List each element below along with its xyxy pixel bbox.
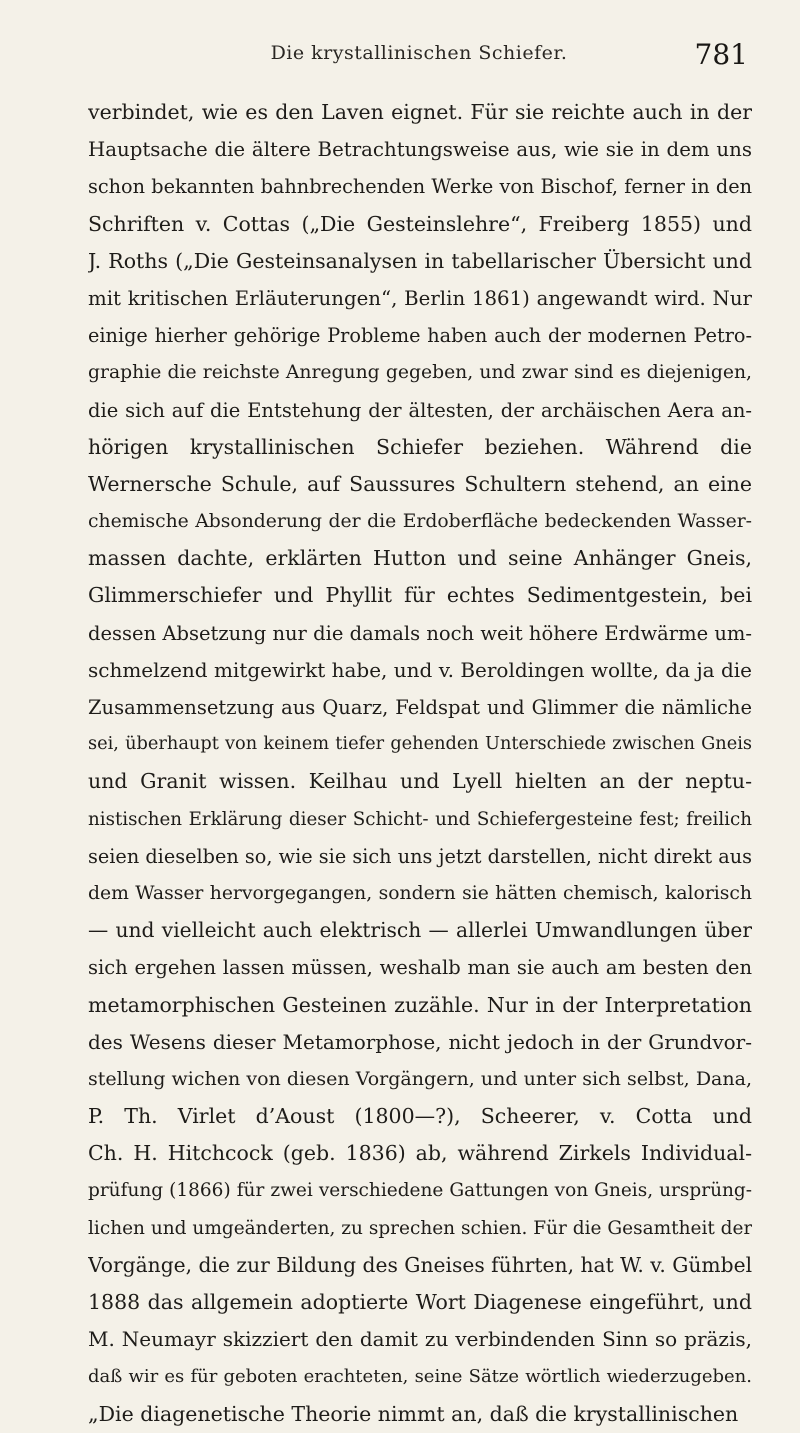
text-line: Glimmerschiefer und Phyllit für echtes Sedimentgestein, bei	[88, 583, 752, 608]
text-line: schon bekannten bahnbrechenden Werke von Bischof, ferner in den	[88, 175, 752, 199]
running-head	[90, 38, 748, 78]
text-line: Hauptsache die ältere Betrachtungsweise aus, wie sie in dem uns	[88, 138, 752, 162]
text-line: metamorphischen Gesteinen zuzähle. Nur in der Interpretation	[88, 992, 752, 1017]
text-line: — und vielleicht auch elektrisch — allerlei Umwandlungen über	[88, 918, 752, 943]
text-line: mit kritischen Erläuterungen“, Berlin 1861) angewandt wird. Nur	[88, 286, 752, 310]
text-line: Wernersche Schule, auf Saussures Schultern stehend, an eine	[88, 471, 752, 496]
running-title: Die krystallinischen Schiefer.	[270, 42, 568, 64]
text-line: hörigen krystallinischen Schiefer beziehen. Während die	[88, 434, 752, 459]
text-line: prüfung (1866) für zwei verschiedene Gattungen von Gneis, ursprüng-	[88, 1180, 752, 1202]
text-line: daß wir es für geboten erachteten, seine Sätze wörtlich wiederzugeben.	[88, 1366, 752, 1388]
text-line: die sich auf die Entstehung der ältesten, der archäischen Aera an-	[88, 398, 752, 422]
text-line: und Granit wissen. Keilhau und Lyell hielten an der neptu-	[88, 769, 752, 794]
text-line: Vorgänge, die zur Bildung des Gneises führten, hat W. v. Gümbel	[88, 1252, 752, 1277]
text-line: sich ergehen lassen müssen, weshalb man sie auch am besten den	[88, 956, 752, 980]
text-line: M. Neumayr skizziert den damit zu verbindenden Sinn so präzis,	[88, 1327, 752, 1352]
text-line: einige hierher gehörige Probleme haben auch der modernen Petro-	[88, 324, 752, 348]
text-line: massen dachte, erklärten Hutton und seine Anhänger Gneis,	[88, 546, 752, 571]
text-line: chemische Absonderung der die Erdoberfläche bedeckenden Wasser-	[88, 511, 752, 533]
text-line: nistischen Erklärung dieser Schicht- und Schiefergesteine fest; freilich	[88, 808, 752, 830]
text-line: sei, überhaupt von keinem tiefer gehenden Unterschiede zwischen Gneis	[88, 734, 752, 755]
text-line: verbindet, wie es den Laven eignet. Für sie reichte auch in der	[88, 100, 752, 124]
text-line: Zusammensetzung aus Quarz, Feldspat und Glimmer die nämliche	[88, 696, 752, 719]
text-line: lichen und umgeänderten, zu sprechen schien. Für die Gesamtheit der	[88, 1217, 752, 1239]
text-line: 1888 das allgemein adoptierte Wort Diagenese eingeführt, und	[88, 1290, 752, 1314]
text-line: „Die diagenetische Theorie nimmt an, daß die krystallinischen	[88, 1401, 739, 1426]
text-line: Schriften v. Cottas („Die Gesteinslehre“, Freiberg 1855) und	[88, 211, 752, 236]
text-line: graphie die reichste Anregung gegeben, und zwar sind es diejenigen,	[88, 362, 752, 384]
body-text	[88, 94, 752, 1433]
text-line: seien dieselben so, wie sie sich uns jetzt darstellen, nicht direkt aus	[88, 844, 752, 868]
page-number: 781	[694, 38, 748, 71]
text-line: J. Roths („Die Gesteinsanalysen in tabellarischer Übersicht und	[88, 248, 752, 273]
text-line: stellung wichen von diesen Vorgängern, und unter sich selbst, Dana,	[88, 1067, 752, 1090]
text-line: dem Wasser hervorgegangen, sondern sie hätten chemisch, kalorisch	[88, 882, 752, 904]
text-line: dessen Absetzung nur die damals noch weit höhere Erdwärme um-	[88, 621, 752, 645]
text-line: des Wesens dieser Metamorphose, nicht jedoch in der Grundvor-	[88, 1029, 752, 1054]
text-line: Ch. H. Hitchcock (geb. 1836) ab, während Zirkels Individual-	[88, 1141, 752, 1166]
text-line: schmelzend mitgewirkt habe, und v. Beroldingen wollte, da ja die	[88, 657, 752, 682]
text-line: P. Th. Virlet d’Aoust (1800—?), Scheerer, v. Cotta und	[88, 1104, 752, 1129]
